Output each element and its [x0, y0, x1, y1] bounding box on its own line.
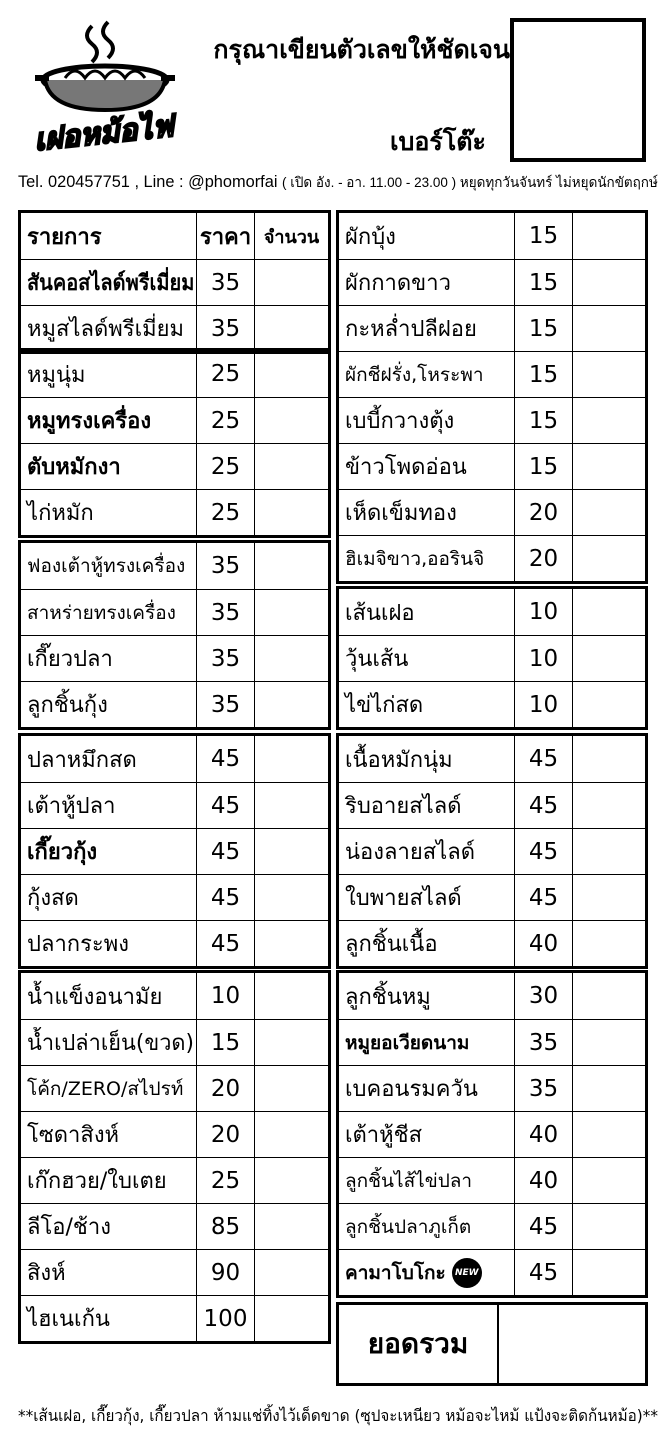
menu-item-row [339, 535, 645, 581]
menu-item-name [21, 351, 197, 397]
menu-item-price: 20 [197, 1112, 255, 1157]
quantity-cell[interactable] [573, 636, 645, 681]
menu-item-name [339, 783, 515, 828]
menu-item-name-text: กะหล่ำปลีฝอย [345, 317, 477, 342]
menu-item-name-text: สิงห์ [27, 1261, 66, 1286]
menu-item-name [21, 1020, 197, 1065]
menu-group-right-2 [336, 586, 648, 730]
menu-item-row [21, 305, 328, 351]
menu-item-name-text: เนื้อหมักนุ่ม [345, 747, 453, 773]
menu-item-row [21, 635, 328, 681]
menu-item-price: 15 [515, 260, 573, 305]
menu-item-name-text: หมูยอเวียดนาม [345, 1031, 470, 1054]
menu-item-name [339, 1250, 515, 1295]
quantity-cell[interactable] [255, 736, 328, 782]
quantity-cell[interactable] [255, 1158, 328, 1203]
menu-item-name [339, 636, 515, 681]
menu-item-name-text: โซดาสิงห์ [27, 1123, 120, 1148]
menu-item-price: 90 [197, 1250, 255, 1295]
menu-item-row [21, 397, 328, 443]
quantity-cell[interactable] [573, 260, 645, 305]
menu-item-name-text: หมูทรงเครื่อง [27, 409, 152, 434]
table-number-box[interactable] [510, 18, 646, 162]
menu-item-price: 10 [197, 973, 255, 1019]
menu-item-name [339, 213, 515, 259]
quantity-cell[interactable] [573, 875, 645, 920]
menu-item-name [21, 1204, 197, 1249]
quantity-cell[interactable] [255, 1020, 328, 1065]
menu-item-name-text: ปลากระพง [27, 932, 129, 957]
menu-item-row [339, 351, 645, 397]
menu-item-name-text: โค้ก/ZERO/สไปรท์ [27, 1077, 184, 1100]
menu-item-name [339, 682, 515, 727]
menu-item-name-text: คามาโบโกะ [345, 1261, 446, 1284]
opening-hours: ( เปิด อัง. - อา. 11.00 - 23.00 ) หยุดทุกวันจันทร์ ไม่หยุดนักขัตฤกษ์ [282, 174, 658, 190]
menu-item-price: 15 [515, 352, 573, 397]
menu-item-name [21, 736, 197, 782]
menu-item-row [21, 543, 328, 589]
menu-item-price: 85 [197, 1204, 255, 1249]
menu-item-name-text: ลูกชิ้นเนื้อ [345, 932, 438, 957]
quantity-cell[interactable] [255, 490, 328, 535]
menu-item-row [21, 828, 328, 874]
menu-item-name [21, 921, 197, 966]
menu-item-name [339, 1204, 515, 1249]
quantity-cell[interactable] [255, 783, 328, 828]
menu-item-row [21, 1111, 328, 1157]
menu-item-price: 40 [515, 1158, 573, 1203]
menu-item-price: 45 [197, 875, 255, 920]
total-label: ยอดรวม [339, 1305, 499, 1383]
menu-item-row [339, 489, 645, 535]
quantity-cell[interactable] [255, 921, 328, 966]
menu-group-left-5 [18, 970, 331, 1344]
menu-item-name [339, 1158, 515, 1203]
menu-item-row [21, 681, 328, 727]
menu-item-name [21, 636, 197, 681]
menu-item-name-text: กุ้งสด [27, 886, 79, 911]
column-header-qty: จำนวน [263, 226, 320, 248]
menu-item-name-text: วุ้นเส้น [345, 647, 409, 672]
menu-item-name [21, 1112, 197, 1157]
menu-item-name [339, 973, 515, 1019]
quantity-cell[interactable] [573, 352, 645, 397]
quantity-cell[interactable] [255, 398, 328, 443]
menu-item-row [21, 351, 328, 397]
menu-item-row [21, 973, 328, 1019]
menu-item-row [339, 973, 645, 1019]
quantity-cell[interactable] [573, 1066, 645, 1111]
menu-item-name [21, 260, 197, 305]
menu-item-name-text: ผักชีฝรั่ง,โหระพา [345, 363, 484, 386]
menu-item-row [21, 1203, 328, 1249]
quantity-cell[interactable] [573, 398, 645, 443]
menu-item-name [21, 875, 197, 920]
quantity-cell[interactable] [573, 1112, 645, 1157]
menu-item-price: 15 [515, 444, 573, 489]
menu-item-name [339, 875, 515, 920]
menu-item-name [21, 398, 197, 443]
quantity-cell[interactable] [255, 351, 328, 397]
menu-item-price: 35 [197, 543, 255, 589]
menu-item-row [339, 1019, 645, 1065]
menu-item-name [339, 1020, 515, 1065]
menu-item-price: 25 [197, 351, 255, 397]
contact-main: Tel. 020457751 , Line : @phomorfai [18, 172, 278, 191]
quantity-cell[interactable] [255, 682, 328, 727]
menu-item-name-text: ลีโอ/ช้าง [27, 1215, 111, 1240]
quantity-cell[interactable] [573, 829, 645, 874]
menu-item-row [339, 635, 645, 681]
total-input-cell[interactable] [499, 1305, 645, 1383]
menu-item-name [339, 444, 515, 489]
menu-item-price: 45 [197, 829, 255, 874]
menu-item-price: 45 [197, 921, 255, 966]
quantity-cell[interactable] [255, 444, 328, 489]
contact-info [18, 172, 658, 194]
menu-item-row [21, 920, 328, 966]
menu-item-price: 35 [515, 1020, 573, 1065]
footer-note: **เส้นเฝอ, เกี๊ยวกุ้ง, เกี๊ยวปลา ห้ามแช่ทิ้งไว้เด็ดขาด (ซุปจะเหนียว หม้อจะไหม้ แป้งจะติดก้นหม้อ)** [18, 1406, 658, 1425]
table-number-label: เบอร์โต๊ะ [390, 127, 486, 156]
menu-item-name [339, 536, 515, 581]
menu-item-price: 35 [197, 306, 255, 351]
menu-item-price: 35 [197, 636, 255, 681]
menu-item-name-text: หมูนุ่ม [27, 362, 86, 388]
quantity-cell[interactable] [255, 260, 328, 305]
menu-item-name-text: เส้นเฝอ [345, 600, 415, 626]
menu-item-price: 45 [197, 783, 255, 828]
menu-item-name [21, 1158, 197, 1203]
menu-item-name-text: หมูสไลด์พรีเมี่ยม [27, 317, 184, 342]
quantity-cell[interactable] [255, 543, 328, 589]
menu-item-name [339, 829, 515, 874]
menu-item-name-text: ปลาหมึกสด [27, 747, 137, 773]
column-header-price: ราคา [197, 213, 255, 259]
menu-item-name-text: ผักกาดขาว [345, 271, 451, 296]
quantity-cell[interactable] [573, 921, 645, 966]
menu-item-row [21, 259, 328, 305]
menu-item-name-text: เบคอนรมควัน [345, 1077, 478, 1102]
menu-item-row [339, 443, 645, 489]
column-header-item: รายการ [21, 213, 197, 259]
quantity-cell[interactable] [573, 213, 645, 259]
menu-item-name-text: ผักบุ้ง [345, 224, 396, 250]
menu-item-price: 45 [515, 1204, 573, 1249]
menu-item-name-text: น้ำเปล่าเย็น(ขวด) [27, 1031, 195, 1056]
menu-item-name [339, 398, 515, 443]
menu-item-name-text: ริบอายสไลด์ [345, 794, 462, 819]
menu-item-price: 35 [197, 590, 255, 635]
menu-item-price: 20 [515, 490, 573, 535]
menu-item-price: 45 [515, 783, 573, 828]
quantity-cell[interactable] [573, 1204, 645, 1249]
menu-group-left-3 [18, 540, 331, 730]
menu-item-price: 10 [515, 636, 573, 681]
menu-item-name-text: ลูกชิ้นหมู [345, 984, 431, 1010]
menu-item-row [339, 1065, 645, 1111]
quantity-cell[interactable] [255, 1112, 328, 1157]
menu-item-name [21, 829, 197, 874]
menu-item-name [21, 590, 197, 635]
menu-item-row [339, 1203, 645, 1249]
menu-group-left-1 [18, 210, 331, 354]
menu-item-name [21, 973, 197, 1019]
quantity-cell[interactable] [573, 1250, 645, 1295]
menu-item-name [339, 1112, 515, 1157]
menu-item-price: 45 [515, 1250, 573, 1295]
quantity-cell[interactable] [573, 589, 645, 635]
menu-item-row [21, 736, 328, 782]
menu-item-name [21, 783, 197, 828]
menu-item-row [339, 397, 645, 443]
menu-item-name-text: ไก่หมัก [27, 501, 94, 526]
menu-item-price: 10 [515, 682, 573, 727]
menu-item-price: 15 [515, 306, 573, 351]
quantity-cell[interactable] [255, 1204, 328, 1249]
menu-item-price: 35 [515, 1066, 573, 1111]
menu-item-name-text: ตับหมักงา [27, 455, 121, 480]
quantity-cell[interactable] [573, 783, 645, 828]
menu-item-price: 15 [197, 1020, 255, 1065]
menu-group-left-2 [18, 348, 331, 538]
menu-item-name-text: เบบี้กวางตุ้ง [345, 409, 455, 434]
menu-item-price: 45 [515, 736, 573, 782]
menu-item-price: 40 [515, 921, 573, 966]
quantity-cell[interactable] [573, 490, 645, 535]
menu-item-row [21, 443, 328, 489]
menu-item-row [21, 589, 328, 635]
menu-group-right-4 [336, 970, 648, 1298]
menu-item-row [339, 1157, 645, 1203]
menu-item-row [21, 1157, 328, 1203]
menu-item-name [21, 1250, 197, 1295]
menu-item-price: 35 [197, 682, 255, 727]
menu-item-name-text: ใบพายสไลด์ [345, 886, 462, 911]
menu-item-name [21, 682, 197, 727]
menu-item-name [339, 490, 515, 535]
menu-item-row [339, 681, 645, 727]
logo-text: เฝอหม้อไฟ [32, 108, 176, 159]
menu-item-name-text: ฟองเต้าหู้ทรงเครื่อง [27, 555, 186, 577]
menu-item-name [339, 921, 515, 966]
new-badge-icon: NEW [452, 1258, 482, 1288]
menu-item-name-text: สันคอสไลด์พรีเมี่ยม [27, 271, 195, 296]
menu-item-name [339, 260, 515, 305]
menu-item-name-text: น้ำแข็งอนามัย [27, 984, 163, 1010]
menu-item-price: 25 [197, 444, 255, 489]
instruction-text: กรุณาเขียนตัวเลขให้ชัดเจน [213, 35, 510, 64]
menu-item-price: 100 [197, 1296, 255, 1341]
quantity-cell[interactable] [573, 682, 645, 727]
quantity-cell[interactable] [255, 875, 328, 920]
menu-item-row [21, 1019, 328, 1065]
menu-item-price: 30 [515, 973, 573, 1019]
quantity-cell[interactable] [573, 444, 645, 489]
menu-item-price: 45 [197, 736, 255, 782]
menu-item-name [339, 352, 515, 397]
column-header-row [21, 213, 328, 259]
menu-item-name [339, 589, 515, 635]
quantity-cell[interactable] [255, 829, 328, 874]
menu-item-row [339, 920, 645, 966]
quantity-cell[interactable] [573, 1158, 645, 1203]
quantity-cell[interactable] [573, 736, 645, 782]
menu-item-name [21, 306, 197, 351]
quantity-cell[interactable] [255, 590, 328, 635]
menu-item-row [339, 213, 645, 259]
restaurant-logo [30, 18, 190, 163]
menu-item-name-text: ไฮเนเก้น [27, 1307, 110, 1332]
quantity-cell[interactable] [255, 306, 328, 351]
menu-item-name-text: เต้าหู้ปลา [27, 794, 116, 819]
menu-group-right-1 [336, 210, 648, 584]
menu-item-name-text: ข้าวโพดอ่อน [345, 455, 467, 480]
menu-item-price: 15 [515, 398, 573, 443]
menu-item-name-text: ไข่ไก่สด [345, 693, 424, 718]
menu-item-price: 10 [515, 589, 573, 635]
menu-item-row [339, 874, 645, 920]
menu-item-name-text: ลูกชิ้นไส้ไข่ปลา [345, 1169, 473, 1192]
menu-item-row [339, 259, 645, 305]
menu-item-name [21, 490, 197, 535]
menu-group-left-4 [18, 733, 331, 969]
quantity-cell[interactable] [573, 973, 645, 1019]
menu-item-row [21, 1295, 328, 1341]
menu-item-price: 45 [515, 829, 573, 874]
menu-item-row [21, 1065, 328, 1111]
menu-group-right-3 [336, 733, 648, 969]
menu-item-name-text: เห็ดเข็มทอง [345, 501, 457, 526]
menu-item-row [21, 1249, 328, 1295]
menu-item-row [339, 782, 645, 828]
menu-item-row [339, 828, 645, 874]
menu-item-name [339, 736, 515, 782]
menu-item-price: 20 [197, 1066, 255, 1111]
menu-item-name [339, 306, 515, 351]
quantity-cell[interactable] [255, 1250, 328, 1295]
menu-item-name-text: ฮิเมจิขาว,ออรินจิ [345, 547, 485, 570]
menu-item-name-text: น่องลายสไลด์ [345, 840, 475, 865]
menu-item-price: 25 [197, 490, 255, 535]
menu-item-price: 25 [197, 398, 255, 443]
total-box [336, 1302, 648, 1386]
menu-item-row [339, 589, 645, 635]
quantity-cell[interactable] [573, 536, 645, 581]
menu-item-row [339, 1111, 645, 1157]
menu-item-price: 40 [515, 1112, 573, 1157]
menu-item-name-text: เกี๊ยวกุ้ง [27, 840, 98, 865]
menu-item-price: 15 [515, 213, 573, 259]
menu-item-name [21, 1066, 197, 1111]
menu-item-row [339, 1249, 645, 1295]
menu-item-name-text: เกี๊ยวปลา [27, 647, 113, 672]
menu-item-name-text: เต้าหู้ชีส [345, 1123, 423, 1148]
menu-item-row [21, 874, 328, 920]
menu-item-name-text: สาหร่ายทรงเครื่อง [27, 601, 176, 624]
menu-item-price: 35 [197, 260, 255, 305]
quantity-cell[interactable] [255, 973, 328, 1019]
menu-item-price: 20 [515, 536, 573, 581]
quantity-cell[interactable] [573, 1020, 645, 1065]
menu-item-price: 45 [515, 875, 573, 920]
quantity-cell[interactable] [255, 636, 328, 681]
menu-item-name [21, 1296, 197, 1341]
menu-item-name [21, 543, 197, 589]
menu-item-row [21, 782, 328, 828]
quantity-cell[interactable] [255, 1066, 328, 1111]
menu-item-row [21, 489, 328, 535]
menu-item-name [339, 1066, 515, 1111]
menu-item-row [339, 736, 645, 782]
menu-item-row [339, 305, 645, 351]
menu-item-name-text: ลูกชิ้นปลาภูเก็ต [345, 1215, 472, 1238]
quantity-cell[interactable] [255, 1296, 328, 1341]
quantity-cell[interactable] [573, 306, 645, 351]
menu-item-name-text: เก๊กฮวย/ใบเตย [27, 1169, 167, 1194]
menu-item-name [21, 444, 197, 489]
menu-item-name-text: ลูกชิ้นกุ้ง [27, 693, 108, 718]
menu-item-price: 25 [197, 1158, 255, 1203]
